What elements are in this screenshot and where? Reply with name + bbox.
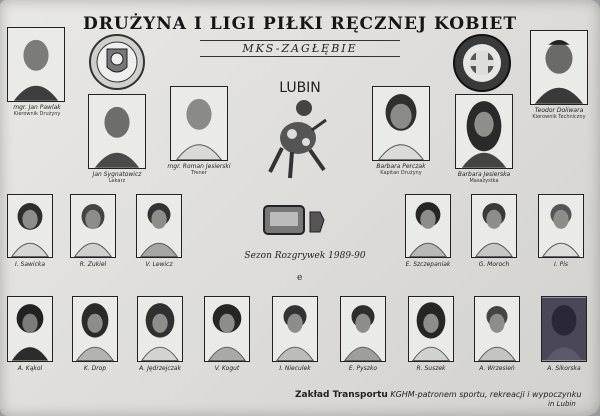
player-name: R. Zukiel	[79, 261, 107, 268]
player-name: A. Sikorska	[547, 365, 581, 372]
small-mark: e	[297, 273, 303, 283]
player-name: E. Szczepaniak	[405, 261, 451, 268]
staff-name: Barbara Perczak	[376, 163, 426, 170]
sponsor-text: KGHM-patronem sportu, rekreacji i wypoczynku	[387, 390, 582, 399]
club-crest-left	[88, 33, 146, 91]
player-photo	[405, 194, 451, 258]
staff-caption	[82, 171, 152, 185]
sponsor-company: Zakład Transportu	[295, 390, 388, 400]
player-photo	[72, 296, 118, 362]
staff-caption	[449, 171, 519, 185]
player-photo	[408, 296, 454, 362]
player-name: V. Lewicz	[145, 261, 173, 268]
staff-photo	[530, 30, 588, 105]
sponsor-emblem	[262, 202, 328, 238]
season-label: Sezon Rozgrywek 1989-90	[244, 251, 366, 261]
staff-photo	[455, 94, 513, 169]
city-label: LUBIN	[279, 80, 321, 96]
player-photo	[137, 296, 183, 362]
staff-photo	[7, 27, 65, 102]
staff-name: Barbara Jesierska	[457, 171, 511, 178]
player-photo	[471, 194, 517, 258]
staff-name: Teodor Doliwara	[534, 107, 584, 114]
player-photo	[7, 296, 53, 362]
sponsor-line	[295, 390, 595, 400]
staff-role: Kapitan Drużyny	[380, 170, 422, 176]
player-photo	[272, 296, 318, 362]
staff-name: Jan Sygnatowicz	[92, 171, 142, 178]
staff-role: Trener	[191, 170, 207, 176]
staff-caption	[524, 107, 594, 121]
player-photo	[474, 296, 520, 362]
staff-caption	[164, 163, 234, 177]
staff-role: Kierownik Drużyny	[13, 111, 61, 117]
card-title: DRUŻYNA I LIGI PIŁKI RĘCZNEJ KOBIET	[82, 14, 518, 34]
player-name: G. Moroch	[478, 261, 510, 268]
player-photo	[538, 194, 584, 258]
player-name: E. Pyszko	[348, 365, 378, 372]
player-name: K. Drop	[83, 365, 107, 372]
player-name: I. Nieculek	[279, 365, 311, 372]
player-photo	[204, 296, 250, 362]
player-photo	[541, 296, 587, 362]
player-name: A. Wrzesień	[479, 365, 515, 372]
staff-name: mgr. Roman Jesierski	[167, 163, 231, 170]
player-name: R. Suszek	[416, 365, 446, 372]
sponsor-city: in Lubin	[548, 400, 576, 408]
handball-mascot-illustration	[262, 98, 332, 180]
staff-photo	[372, 86, 430, 161]
player-photo	[136, 194, 182, 258]
player-photo	[70, 194, 116, 258]
staff-role: Kierownik Techniczny	[532, 114, 586, 120]
staff-photo	[88, 94, 146, 169]
club-name: MKS-ZAGŁĘBIE	[200, 40, 400, 57]
staff-role: Masażystka	[469, 178, 499, 184]
player-name: A. Jędrzejczak	[139, 365, 181, 372]
player-name: I. Pis	[554, 261, 568, 268]
staff-name: mgr. Jan Pawlak	[13, 104, 61, 111]
staff-caption	[366, 163, 436, 177]
staff-caption	[2, 104, 72, 118]
player-photo	[7, 194, 53, 258]
staff-role: Lekarz	[108, 178, 126, 184]
player-name: V. Kogut	[214, 365, 240, 372]
player-name: I. Sawicka	[14, 261, 46, 268]
staff-photo	[170, 86, 228, 161]
club-crest-right	[452, 33, 512, 93]
player-name: A. Kąkol	[17, 365, 43, 372]
player-photo	[340, 296, 386, 362]
